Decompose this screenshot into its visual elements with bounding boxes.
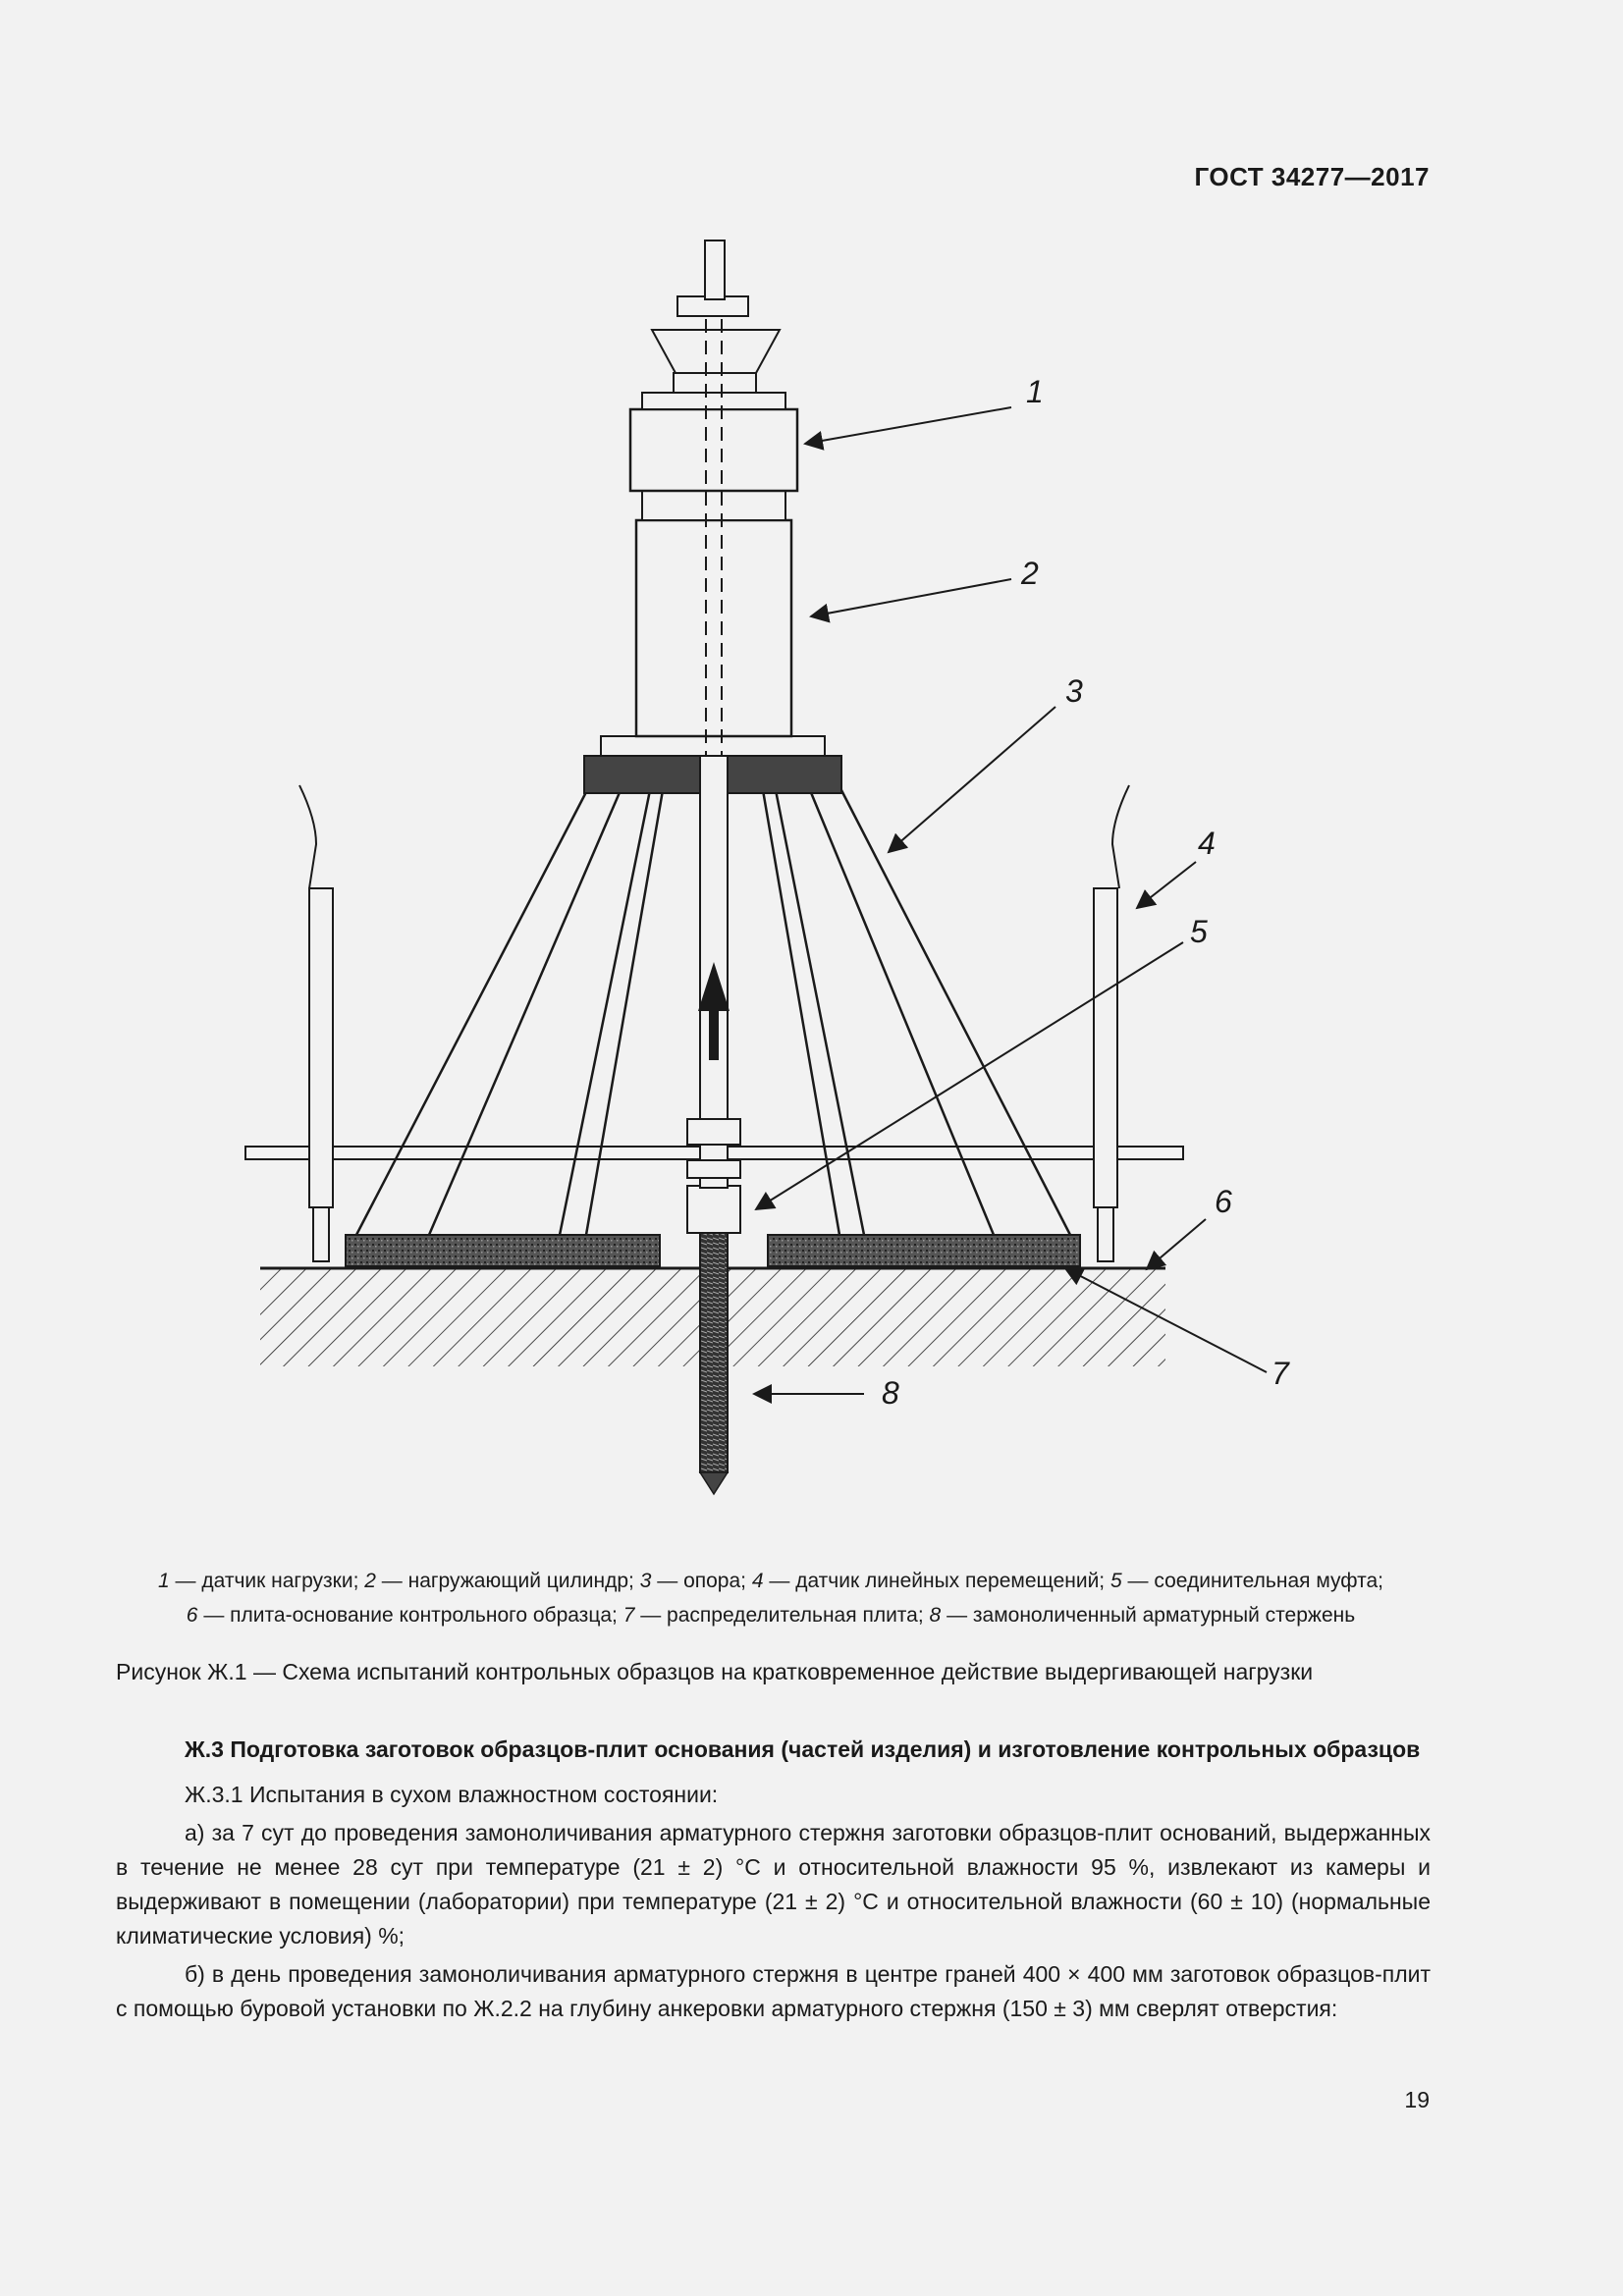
legend-num: 7 [622, 1604, 635, 1627]
legend-num: 8 [929, 1604, 942, 1627]
legend-text: — соединительная муфта; [1121, 1570, 1383, 1592]
legend-text: — замоноличенный арматурный стержень [941, 1604, 1356, 1627]
section-body [116, 1735, 1431, 2030]
callout-6: 6 [1215, 1184, 1232, 1219]
section-title: Ж.3 Подготовка заготовок образцов-плит основания (частей изделия) и изготовление контрольных образцов [185, 1736, 1421, 1762]
page-number: 19 [1404, 2087, 1430, 2112]
legend-num: 3 [639, 1570, 652, 1592]
document-header: ГОСТ 34277—2017 [1194, 162, 1430, 191]
callout-3: 3 [1065, 673, 1083, 709]
load-sensor [630, 240, 797, 491]
test-setup-diagram [216, 216, 1473, 1531]
displacement-sensor-right [1094, 785, 1129, 1261]
legend-num: 5 [1109, 1570, 1122, 1592]
legend-line-2 [108, 1598, 1434, 1632]
legend-text: — датчик линейных перемещений; [763, 1570, 1110, 1592]
legend-text: — плита-основание контрольного образца; [197, 1604, 623, 1627]
callout-7: 7 [1271, 1356, 1289, 1391]
legend-num: 6 [186, 1604, 198, 1627]
callout-8: 8 [882, 1375, 899, 1411]
displacement-sensor-left [299, 785, 333, 1261]
legend-line-1 [108, 1564, 1434, 1598]
legend-text: — опора; [651, 1570, 752, 1592]
callout-1: 1 [1026, 374, 1044, 409]
callout-2: 2 [1021, 556, 1039, 591]
legend-text: — датчик нагрузки; [169, 1570, 365, 1592]
paragraph: Ж.3.1 Испытания в сухом влажностном состоянии: [185, 1782, 719, 1807]
legend-num: 4 [751, 1570, 764, 1592]
paragraph: а) за 7 сут до проведения замоноличивания арматурного стержня заготовки образцов-плит оснований, выдержанных в течение не менее 28 сут при температуре (21 ± 2) °С и относительной влажности 95 %, извлекают из камеры и выдерживают в помещении (лаборатории) при температуре (21 ± 2) °С и относительной влажности (60 ± 10) (нормальные климатические условия) %; [116, 1820, 1431, 1949]
legend-num: 2 [364, 1570, 376, 1592]
paragraph: б) в день проведения замоноличивания арматурного стержня в центре граней 400 × 400 мм заготовок образцов-плит с помощью буровой установки по Ж.2.2 на глубину анкеровки арматурного стержня (150 ± 3) мм сверлят отверстия: [116, 1961, 1431, 2021]
legend-text: — нагружающий цилиндр; [375, 1570, 640, 1592]
callout-4: 4 [1198, 826, 1216, 861]
pull-rod [687, 756, 740, 1188]
legend-text: — распределительная плита; [634, 1604, 930, 1627]
figure-legend [108, 1564, 1434, 1632]
legend-num: 1 [158, 1570, 170, 1592]
loading-cylinder [636, 491, 791, 736]
callout-5: 5 [1190, 914, 1208, 949]
figure-caption: Рисунок Ж.1 — Схема испытаний контрольных образцов на кратковременное действие выдергивающей нагрузки [116, 1659, 1314, 1684]
